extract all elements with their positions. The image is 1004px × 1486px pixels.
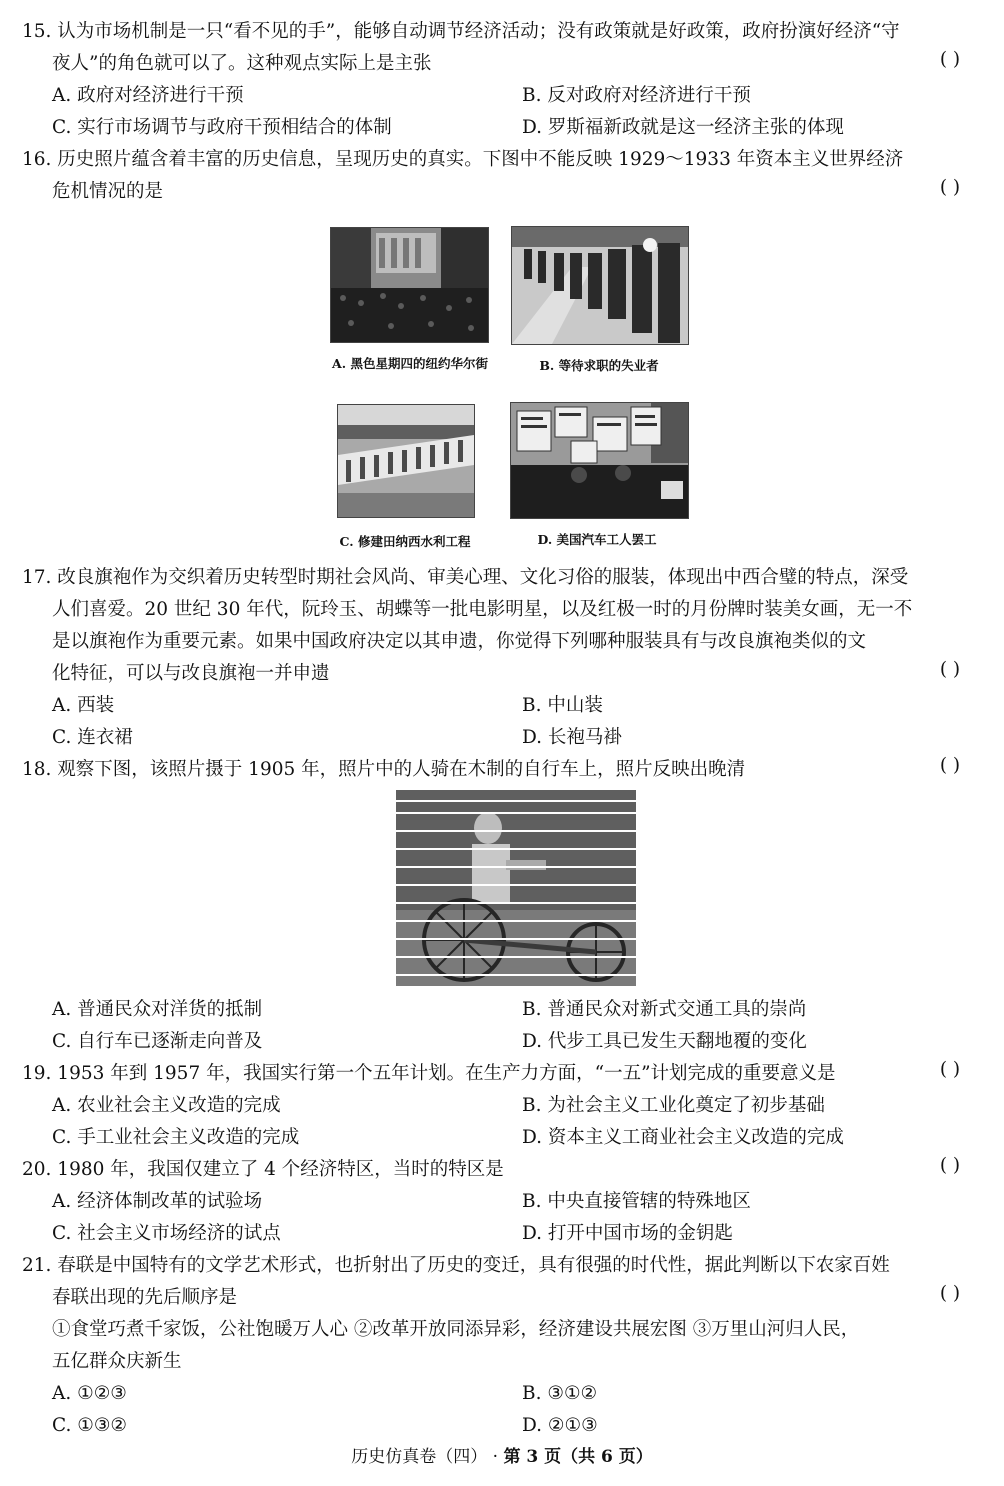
q21-option-b: B. ③①② <box>522 1383 598 1404</box>
q19-answer-paren: ( ) <box>939 1059 961 1080</box>
q18-option-a: A. 普通民众对洋货的抵制 <box>52 999 263 1020</box>
footer-separator: · <box>492 1447 499 1467</box>
q19-option-a: A. 农业社会主义改造的完成 <box>52 1095 281 1116</box>
wall-street-photo <box>330 227 489 343</box>
tva-dam-photo <box>337 404 475 518</box>
q21-couplets-line2: 五亿群众庆新生 <box>52 1351 182 1372</box>
photo-caption-c: C. 修建田纳西水利工程 <box>339 534 471 549</box>
q17-option-a: A. 西装 <box>52 695 115 716</box>
q15-stem-line1: 15. 认为市场机制是一只“看不见的手”，能够自动调节经济活动；没有政策就是好政策，政府扮演好经济“守 <box>22 21 900 42</box>
page-footer <box>0 1442 1004 1467</box>
q21-answer-paren: ( ) <box>939 1283 961 1304</box>
q15-option-b: B. 反对政府对经济进行干预 <box>522 85 751 106</box>
photo-caption-a: A. 黑色星期四的纽约华尔街 <box>332 356 488 371</box>
q21-couplets-line1: ①食堂巧煮千家饭，公社饱暖万人心 ②改革开放同添异彩，经济建设共展宏图 ③万里山河归人民， <box>52 1319 860 1340</box>
q17-option-d: D. 长袍马褂 <box>522 727 622 748</box>
q21-option-d: D. ②①③ <box>522 1415 598 1436</box>
footer-page-number: 第 3 页（共 6 页） <box>503 1447 653 1467</box>
q17-stem-line2: 人们喜爱。20 世纪 30 年代，阮玲玉、胡蝶等一批电影明星，以及红极一时的月份牌时装美女画，无一不 <box>52 599 913 620</box>
q20-answer-paren: ( ) <box>939 1155 961 1176</box>
q20-stem-line1: 20. 1980 年，我国仅建立了 4 个经济特区，当时的特区是 <box>22 1159 504 1180</box>
q18-option-d: D. 代步工具已发生天翻地覆的变化 <box>522 1031 807 1052</box>
q17-answer-paren: ( ) <box>939 659 961 680</box>
q16-stem-line1: 16. 历史照片蕴含着丰富的历史信息，呈现历史的真实。下图中不能反映 1929～1933 年资本主义世界经济 <box>22 149 904 170</box>
q21-option-c: C. ①③② <box>52 1415 128 1436</box>
wooden-bicycle-photo <box>396 790 636 986</box>
q19-option-d: D. 资本主义工商业社会主义改造的完成 <box>522 1127 844 1148</box>
q21-stem-line2: 春联出现的先后顺序是 <box>52 1287 238 1308</box>
footer-title: 历史仿真卷（四） <box>351 1447 488 1467</box>
q15-stem-line2: 夜人”的角色就可以了。这种观点实际上是主张 <box>52 53 432 74</box>
q17-stem-line1: 17. 改良旗袍作为交织着历史转型时期社会风尚、审美心理、文化习俗的服装，体现出中西合璧的特点，深受 <box>22 567 909 588</box>
q19-option-c: C. 手工业社会主义改造的完成 <box>52 1127 300 1148</box>
q15-answer-paren: ( ) <box>939 49 961 70</box>
q19-option-b: B. 为社会主义工业化奠定了初步基础 <box>522 1095 825 1116</box>
q17-stem-line3: 是以旗袍作为重要元素。如果中国政府决定以其申遗，你觉得下列哪种服装具有与改良旗袍类似的文 <box>52 631 867 652</box>
q15-option-a: A. 政府对经济进行干预 <box>52 85 244 106</box>
q16-stem-line2: 危机情况的是 <box>52 181 164 202</box>
q18-option-b: B. 普通民众对新式交通工具的崇尚 <box>522 999 807 1020</box>
q21-stem-line1: 21. 春联是中国特有的文学艺术形式，也折射出了历史的变迁，具有很强的时代性，据此判断以下农家百姓 <box>22 1255 890 1276</box>
q16-answer-paren: ( ) <box>939 177 961 198</box>
q17-stem-line4: 化特征，可以与改良旗袍一并申遗 <box>52 663 330 684</box>
q20-option-d: D. 打开中国市场的金钥匙 <box>522 1223 733 1244</box>
q21-option-a: A. ①②③ <box>52 1383 127 1404</box>
q17-option-b: B. 中山装 <box>522 695 603 716</box>
q18-option-c: C. 自行车已逐渐走向普及 <box>52 1031 263 1052</box>
q18-stem-line1: 18. 观察下图，该照片摄于 1905 年，照片中的人骑在木制的自行车上，照片反映出晚清 <box>22 759 746 780</box>
q19-stem-line1: 19. 1953 年到 1957 年，我国实行第一个五年计划。在生产力方面，“一五”计划完成的重要意义是 <box>22 1063 836 1084</box>
q20-option-b: B. 中央直接管辖的特殊地区 <box>522 1191 751 1212</box>
q15-option-d: D. 罗斯福新政就是这一经济主张的体现 <box>522 117 844 138</box>
q18-answer-paren: ( ) <box>939 755 961 776</box>
q20-option-a: A. 经济体制改革的试验场 <box>52 1191 263 1212</box>
photo-caption-b: B. 等待求职的失业者 <box>539 358 659 373</box>
job-seekers-photo <box>511 226 689 345</box>
q20-option-c: C. 社会主义市场经济的试点 <box>52 1223 281 1244</box>
auto-workers-strike-photo <box>510 402 689 519</box>
photo-caption-d: D. 美国汽车工人罢工 <box>537 532 657 547</box>
q17-option-c: C. 连衣裙 <box>52 727 133 748</box>
q15-option-c: C. 实行市场调节与政府干预相结合的体制 <box>52 117 392 138</box>
